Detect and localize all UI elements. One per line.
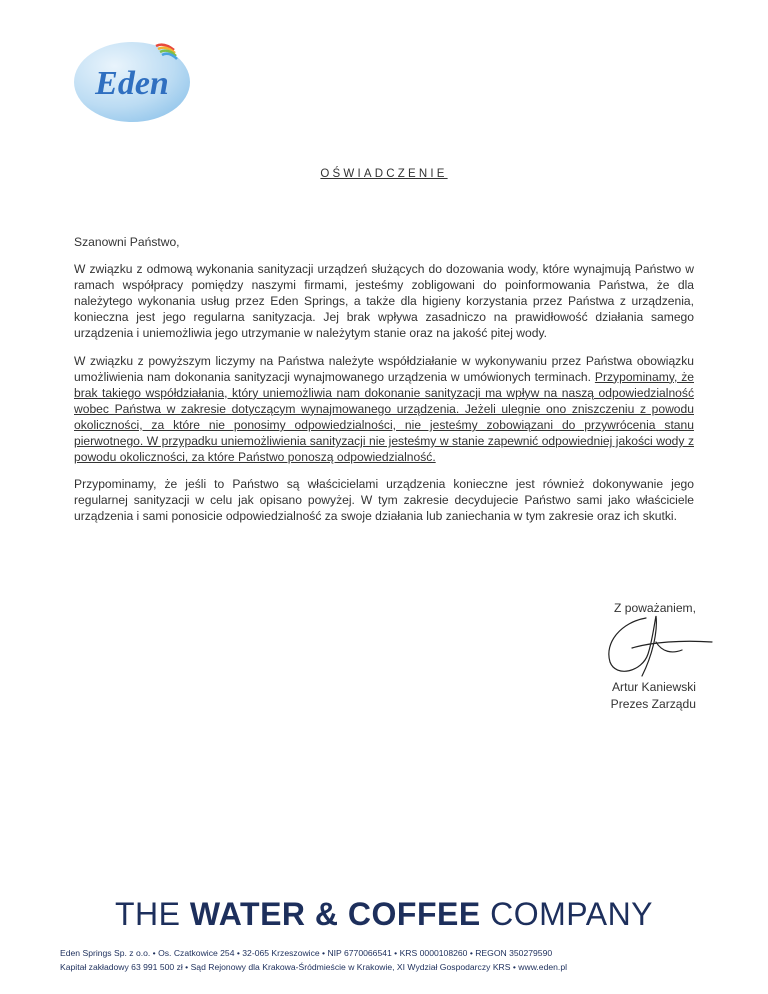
paragraph-1: W związku z odmową wykonania sanityzacji urządzeń służących do dozowania wody, które wynajmują Państwo w ramach współpracy pomiędzy naszymi firmami, jesteśmy zobligowani do poinformowania Państwa, że dla należytego wykonania usług przez Eden Springs, a także dla higieny korzystania przez Państwa z urządzenia, konieczna jest jego regularna sanityzacja. Jej brak wpływa zasadniczo na prawidłowość działania samego urządzenia i uniemożliwia jego utrzymanie w należytym stanie oraz na jakość pitej wody. <box>74 262 694 341</box>
logo-text: Eden <box>95 65 169 102</box>
paragraph-2 <box>74 353 694 466</box>
letter-body <box>74 234 694 536</box>
eden-logo <box>72 38 192 124</box>
company-tagline: THE WATER & COFFEE COMPANY <box>114 896 654 932</box>
paragraph-3: Przypominamy, że jeśli to Państwo są właścicielami urządzenia konieczne jest również dokonywanie jego regularnej sanityzacji w celu jak opisano powyżej. W tym zakresie decydujecie Państwo sami jako właściciele urządzenia i sami ponosicie odpowiedzialność za swoje działania lub zaniechania w tym zakresie oraz ich skutki. <box>74 477 694 524</box>
greeting: Szanowni Państwo, <box>74 235 180 249</box>
company-footer <box>60 946 710 974</box>
footer-line-1: Eden Springs Sp. z o.o. • Os. Czatkowice 254 • 32-065 Krzeszowice • NIP 6770066541 • KRS 0000108260 • REGON 350279590 <box>60 948 553 958</box>
signer-block <box>520 679 696 712</box>
signature <box>602 612 714 682</box>
closing-phrase: Z poważaniem, <box>613 601 696 615</box>
signer-role: Prezes Zarządu <box>610 696 696 711</box>
document-title: OŚWIADCZENIE <box>320 168 448 180</box>
signer-name: Artur Kaniewski <box>611 680 696 694</box>
paragraph-2-plain: W związku z powyższym liczymy na Państwa należyte współdziałanie w wykonywaniu przez Państwa obowiązku umożliwienia nam dokonania sanityzacji wynajmowanego urządzenia w umówionych terminach. <box>74 353 694 384</box>
footer-line-2: Kapitał zakładowy 63 991 500 zł • Sąd Rejonowy dla Krakowa-Śródmieście w Krakowie, XI Wydział Gospodarczy KRS • www.eden.pl <box>60 962 568 972</box>
paragraph-2-underlined: Przypominamy, że brak takiego współdziałania, który uniemożliwia nam dokonanie sanityzacji ma wpływ na naszą odpowiedzialność wobec Państwa w zakresie dotyczącym wynajmowanego urządzenia. Jeżeli ulegnie ono zniszczeniu z powodu okoliczności, za które nie ponosimy odpowiedzialności, nie jesteśmy zobowiązani do przywrócenia stanu pierwotnego. W przypadku uniemożliwienia sanityzacji nie jesteśmy w stanie zapewnić odpowiedniej jakości wody z powodu okoliczności, za które Państwo ponoszą odpowiedzialność. <box>74 369 694 465</box>
